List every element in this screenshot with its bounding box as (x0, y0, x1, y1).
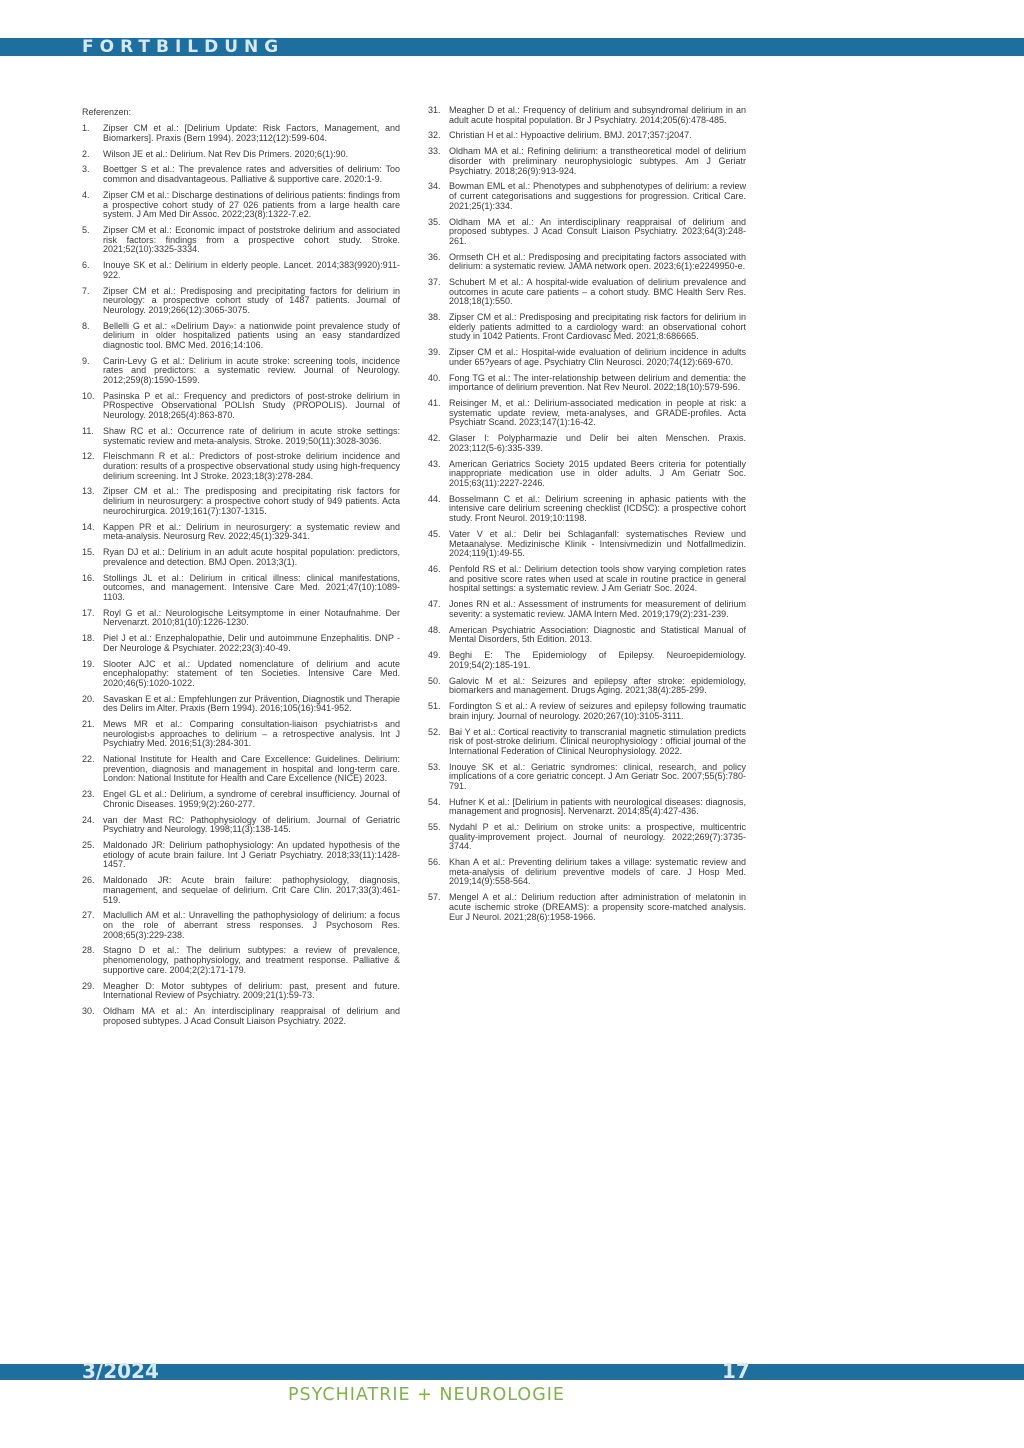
reference-number: 4. (82, 189, 90, 200)
reference-text: Beghi E: The Epidemiology of Epilepsy. Neuroepidemiology. 2019;54(2):185-191. (449, 650, 746, 670)
reference-text: Zipser CM et al.: Hospital-wide evaluation of delirium incidence in adults under 65?years of age. Psychiatry Clin Neurosci. 2020;74(12):669-670. (449, 347, 746, 367)
reference-number: 55. (428, 822, 441, 833)
reference-text: Vater V et al.: Delir bei Schlaganfall: systematisches Review und Metaanalyse. Medizinische Klinik - Intensivmedizin und Notfallmedizin. 2024;119(1):49-55. (449, 528, 746, 559)
reference-item (428, 348, 746, 367)
reference-item (82, 841, 400, 870)
reference-item (428, 600, 746, 619)
reference-number: 21. (82, 719, 95, 730)
reference-number: 26. (82, 875, 95, 886)
reference-number: 16. (82, 572, 95, 583)
reference-text: Galovic M et al.: Seizures and epilepsy after stroke: epidemiology, biomarkers and management. Drugs Aging. 2021;38(4):285-299. (449, 675, 746, 696)
reference-item (82, 357, 400, 386)
references-column-right (428, 106, 746, 928)
reference-item (82, 982, 400, 1001)
reference-text: Piel J et al.: Enzephalopathie, Delir und autoimmune Enzephalitis. DNP - Der Neurologe & Psychiater. 2022;23(3):40-49. (103, 633, 400, 653)
reference-item (82, 946, 400, 975)
reference-number: 43. (428, 458, 441, 469)
reference-text: Schubert M et al.: A hospital-wide evaluation of delirium prevalence and outcomes in acute care patients – a cohort study. BMC Health Serv Res. 2018;18(1):550. (449, 277, 746, 307)
reference-number: 20. (82, 693, 95, 704)
reference-text: Fleischmann R et al.: Predictors of post-stroke delirium incidence and duration: results of a prospective observational study using high-frequency delirium screening. Int J Stroke. 2023;18(3):278-284. (103, 451, 400, 481)
reference-text: American Geriatrics Society 2015 updated Beers criteria for potentially inappropriate medication use in older adults. J Am Geriatr Soc. 2015;63(11):2227-2246. (449, 458, 746, 488)
reference-item (428, 893, 746, 922)
reference-item (428, 218, 746, 247)
references-heading: Referenzen: (82, 107, 132, 117)
reference-number: 37. (428, 277, 441, 288)
reference-text: Ryan DJ et al.: Delirium in an adult acute hospital population: predictors, prevalence and detection. BMJ Open. 2013;3(1). (103, 547, 400, 567)
references-column-left (82, 108, 400, 1033)
issue-number: 3/2024 (82, 1359, 159, 1383)
reference-number: 36. (428, 251, 441, 262)
reference-number: 10. (82, 390, 95, 401)
reference-number: 5. (82, 225, 90, 236)
reference-item (82, 226, 400, 255)
reference-number: 22. (82, 754, 95, 765)
reference-text: Maldonado JR: Acute brain failure: pathophysiology, diagnosis, management, and sequelae of delirium. Crit Care Clin. 2017;33(3):461-519. (103, 875, 400, 905)
reference-text: Zipser CM et al.: Predisposing and precipitating factors for delirium in neurology: a prospective cohort study of 1487 patients. Journal of Neurology. 2019;266(12):3065-3075. (103, 285, 400, 315)
section-title: FORTBILDUNG (82, 37, 285, 57)
reference-item (428, 823, 746, 852)
reference-text: Boettger S et al.: The prevalence rates and adversities of delirium: Too common and disadvantageous. Palliative & supportive care. 2020:1-9. (103, 164, 400, 185)
reference-number: 38. (428, 312, 441, 323)
reference-text: Zipser CM et al.: The predisposing and precipitating risk factors for delirium in neurosurgery: a prospective cohort study of 949 patients. Acta neurochirurgica. 2019;161(7):1307-1315. (103, 486, 400, 516)
reference-number: 34. (428, 181, 441, 192)
reference-number: 56. (428, 857, 441, 868)
reference-item (82, 876, 400, 905)
reference-text: Bosselmann C et al.: Delirium screening in aphasic patients with the intensive care delirium screening checklist (ICDSC): a prospective cohort study. Front Neurol. 2019;10:1198. (449, 493, 746, 524)
reference-text: Meagher D et al.: Frequency of delirium and subsyndromal delirium in an adult acute hospital population. Br J Psychiatry. 2014;205(6):478-485. (449, 105, 746, 125)
reference-item (82, 695, 400, 714)
reference-text: Zipser CM et al.: Economic impact of poststroke delirium and associated risk factors: findings from a prospective cohort study. Stroke. 2021;52(10):3325-3334. (103, 225, 400, 255)
reference-text: Zipser CM et al.: Predisposing and precipitating risk factors for delirium in elderly patients admitted to a cardiology ward: an observational cohort study in 1042 Patients. Front Cardiovasc Med. 2021;8:686665. (449, 312, 746, 342)
reference-number: 49. (428, 650, 441, 661)
reference-number: 40. (428, 372, 441, 383)
reference-number: 44. (428, 493, 441, 504)
reference-number: 27. (82, 910, 95, 921)
reference-number: 33. (428, 146, 441, 157)
reference-item (428, 626, 746, 645)
reference-text: Wilson JE et al.: Delirium. Nat Rev Dis Primers. 2020;6(1):90. (103, 148, 349, 159)
reference-text: Fong TG et al.: The inter-relationship between delirium and dementia: the importance of delirium prevention. Nat Rev Neurol. 2022;18(10):579-596. (449, 372, 746, 393)
reference-item (82, 816, 400, 835)
reference-text: Reisinger M, et al.: Delirium-associated medication in people at risk: a systematic update review, meta-analyses, and GRADE-profiles. Acta Psychiatr Scand. 2023;147(1):16-42. (449, 398, 746, 428)
reference-number: 28. (82, 945, 95, 956)
reference-number: 41. (428, 398, 441, 409)
reference-item (428, 677, 746, 696)
reference-item (428, 278, 746, 307)
reference-number: 50. (428, 675, 441, 686)
reference-text: Oldham MA et al.: Refining delirium: a transtheoretical model of delirium disorder with preliminary neurophysiologic subtypes. Am J Geriatr Psychiatry. 2018;26(9):913-924. (449, 146, 746, 176)
reference-text: Bai Y et al.: Cortical reactivity to transcranial magnetic stimulation predicts risk of post-stroke delirium. Clinical neurophysiology : official journal of the International Federation of Clinical Neurophysiology. 2022. (449, 726, 746, 756)
reference-item (82, 150, 400, 160)
reference-item (82, 452, 400, 481)
reference-item (428, 763, 746, 792)
reference-text: Bellelli G et al.: «Delirium Day»: a nationwide point prevalence study of delirium in older hospitalized patients using an easy standardized diagnostic tool. BMC Med. 2016;14:106. (103, 320, 400, 350)
reference-text: Slooter AJC et al.: Updated nomenclature of delirium and acute encephalopathy: statement of ten Societies. Intensive Care Med. 2020;46(5):1020-1022. (103, 658, 400, 688)
reference-number: 53. (428, 761, 441, 772)
reference-number: 1. (82, 123, 90, 134)
reference-item (428, 495, 746, 524)
reference-number: 6. (82, 260, 90, 271)
reference-number: 8. (82, 320, 90, 331)
reference-item (82, 427, 400, 446)
reference-number: 57. (428, 892, 441, 903)
reference-number: 32. (428, 130, 441, 141)
reference-list-right (428, 106, 746, 922)
reference-item (428, 798, 746, 817)
reference-item (428, 530, 746, 559)
reference-text: Stollings JL et al.: Delirium in critical illness: clinical manifestations, outcomes, and management. Intensive Care Med. 2021;47(10):1089-1103. (103, 572, 400, 602)
reference-text: National Institute for Health and Care Excellence: Guidelines. Delirium: prevention, diagnosis and management in hospital and long-term care. London: National Institute for Health and Care Excellence (NICE) 2023. (103, 754, 400, 784)
reference-number: 31. (428, 105, 441, 115)
reference-item (428, 374, 746, 393)
reference-text: Shaw RC et al.: Occurrence rate of delirium in acute stroke settings: systematic review and meta-analysis. Stroke. 2019;50(11):3028-3036. (103, 425, 400, 446)
reference-item (82, 548, 400, 567)
reference-text: Inouye SK et al.: Delirium in elderly people. Lancet. 2014;383(9920):911-922. (103, 260, 400, 280)
reference-number: 13. (82, 486, 95, 497)
reference-number: 9. (82, 355, 90, 366)
reference-item (82, 574, 400, 603)
reference-item (428, 106, 746, 125)
reference-number: 42. (428, 433, 441, 444)
reference-item (428, 702, 746, 721)
reference-item (82, 191, 400, 220)
reference-text: Maclullich AM et al.: Unravelling the pathophysiology of delirium: a focus on the role of aberrant stress responses. J Psychosom Res. 2008;65(3):229-238. (103, 910, 400, 940)
reference-number: 12. (82, 451, 95, 462)
reference-number: 14. (82, 521, 95, 532)
reference-text: Jones RN et al.: Assessment of instruments for measurement of delirium severity: a systematic review. JAMA Intern Med. 2019;179(2):231-239. (449, 599, 746, 619)
reference-text: Oldham MA et al.: An interdisciplinary reappraisal of delirium and proposed subtypes. J Acad Consult Liaison Psychiatry. 2022. (103, 1006, 400, 1026)
reference-text: Carin-Levy G et al.: Delirium in acute stroke: screening tools, incidence rates and predictors: a systematic review. Journal of Neurology. 2012;259(8):1590-1599. (103, 355, 400, 385)
reference-number: 54. (428, 796, 441, 807)
reference-number: 2. (82, 148, 90, 159)
reference-text: Khan A et al.: Preventing delirium takes a village: systematic review and meta-analysis of delirium preventive models of care. J Hosp Med. 2019;14(9):558-564. (449, 857, 746, 887)
reference-text: Penfold RS et al.: Delirium detection tools show varying completion rates and positive score rates when used at scale in routine practice in general hospital settings: a systematic review. J Am Geriatr Soc. 2024. (449, 564, 746, 594)
reference-item (82, 392, 400, 421)
reference-item (82, 124, 400, 143)
reference-number: 29. (82, 980, 95, 991)
reference-text: Kappen PR et al.: Delirium in neurosurgery: a systematic review and meta-analysis. Neurosurg Rev. 2022;45(1):329-341. (103, 521, 400, 542)
reference-item (82, 634, 400, 653)
reference-item (82, 1007, 400, 1026)
reference-text: Bowman EML et al.: Phenotypes and subphenotypes of delirium: a review of current categorisations and suggestions for progression. Critical Care. 2021;25(1):334. (449, 181, 746, 211)
reference-item (82, 165, 400, 184)
reference-item (428, 460, 746, 489)
reference-item (82, 261, 400, 280)
reference-text: Savaskan E et al.: Empfehlungen zur Prävention, Diagnostik und Therapie des Delirs im Alter. Praxis (Bern 1994). 2016;105(16):941-952. (103, 693, 400, 714)
reference-number: 51. (428, 701, 441, 712)
reference-item (82, 755, 400, 784)
reference-item (428, 253, 746, 272)
reference-item (82, 720, 400, 749)
reference-number: 46. (428, 564, 441, 575)
reference-item (428, 728, 746, 757)
reference-number: 45. (428, 528, 441, 539)
reference-text: Zipser CM et al.: [Delirium Update: Risk Factors, Management, and Biomarkers]. Praxis (Bern 1994). 2023;112(12):599-604. (103, 123, 400, 143)
reference-item (82, 790, 400, 809)
reference-number: 52. (428, 726, 441, 737)
reference-number: 18. (82, 633, 95, 644)
reference-text: Maldonado JR: Delirium pathophysiology: An updated hypothesis of the etiology of acute brain failure. Int J Geriatr Psychiatry. 2018;33(11):1428-1457. (103, 840, 400, 870)
reference-item (82, 660, 400, 689)
reference-text: Meagher D: Motor subtypes of delirium: past, present and future. International Review of Psychiatry. 2009;21(1):59-73. (103, 980, 400, 1001)
reference-item (428, 434, 746, 453)
reference-text: Inouye SK et al.: Geriatric syndromes: clinical, research, and policy implications of a core geriatric concept. J Am Geriatr Soc. 2007;55(5):780-791. (449, 761, 746, 791)
reference-item (82, 322, 400, 351)
reference-number: 48. (428, 624, 441, 635)
reference-number: 15. (82, 547, 95, 558)
reference-item (428, 147, 746, 176)
reference-list-left (82, 124, 400, 1026)
reference-text: Stagno D et al.: The delirium subtypes: a review of prevalence, phenomenology, pathophysiology, and treatment response. Palliative & supportive care. 2004;2(2):171-179. (103, 945, 400, 975)
reference-item (428, 651, 746, 670)
reference-item (428, 131, 746, 141)
reference-text: Mews MR et al.: Comparing consultation-liaison psychiatrist›s and neurologist›s approaches to delirium – a retrospective analysis. Int J Psychiatry Med. 2016;51(3):284-301. (103, 719, 400, 749)
reference-number: 3. (82, 164, 90, 175)
reference-number: 30. (82, 1006, 95, 1017)
reference-item (82, 487, 400, 516)
reference-text: Glaser I: Polypharmazie und Delir bei alten Menschen. Praxis. 2023;112(5-6):335-339. (449, 433, 746, 453)
reference-number: 39. (428, 347, 441, 358)
reference-text: Hufner K et al.: [Delirium in patients with neurological diseases: diagnosis, management and prognosis]. Nervenarzt. 2014;85(4):427-436. (449, 796, 746, 817)
reference-text: Oldham MA et al.: An interdisciplinary reappraisal of delirium and proposed subtypes. J Acad Consult Liaison Psychiatry. 2023;64(3):248-261. (449, 216, 746, 246)
reference-text: Engel GL et al.: Delirium, a syndrome of cerebral insufficiency. Journal of Chronic Diseases. 1959;9(2):260-277. (103, 789, 400, 809)
reference-text: Royl G et al.: Neurologische Leitsymptome in einer Notaufnahme. Der Nervenarzt. 2010;81(10):1226-1230. (103, 607, 400, 628)
reference-number: 17. (82, 607, 95, 618)
reference-text: Nydahl P et al.: Delirium on stroke units: a prospective, multicentric quality-improvement project. Journal of neurology. 2022;269(7):3735-3744. (449, 822, 746, 852)
reference-number: 7. (82, 285, 90, 296)
reference-text: van der Mast RC: Pathophysiology of delirium. Journal of Geriatric Psychiatry and Neurology. 1998;11(3):138-145. (103, 814, 400, 835)
reference-item (82, 287, 400, 316)
reference-item (82, 911, 400, 940)
reference-number: 19. (82, 658, 95, 669)
page-number: 17 (722, 1359, 750, 1383)
reference-item (428, 858, 746, 887)
reference-number: 47. (428, 599, 441, 610)
reference-number: 35. (428, 216, 441, 227)
reference-item (428, 182, 746, 211)
reference-number: 25. (82, 840, 95, 851)
reference-text: Mengel A et al.: Delirium reduction after administration of melatonin in acute ischemic stroke (DREAMS): a propensity score-matched analysis. Eur J Neurol. 2021;28(6):1958-1966. (449, 892, 746, 922)
reference-number: 23. (82, 789, 95, 800)
reference-text: Zipser CM et al.: Discharge destinations of delirious patients: findings from a prospective cohort study of 27 026 patients from a large health care system. J Am Med Dir Assoc. 2022;23(8):1322-7.e2. (103, 189, 400, 220)
reference-number: 11. (82, 425, 94, 436)
reference-number: 24. (82, 814, 95, 825)
reference-item (428, 399, 746, 428)
reference-text: Ormseth CH et al.: Predisposing and precipitating factors associated with delirium: a systematic review. JAMA network open. 2023;6(1):e2249950-e. (449, 251, 746, 272)
journal-name: PSYCHIATRIE + NEUROLOGIE (288, 1385, 565, 1405)
reference-item (428, 565, 746, 594)
reference-item (82, 523, 400, 542)
reference-text: Fordington S et al.: A review of seizures and epilepsy following traumatic brain injury. Journal of neurology. 2020;267(10):3105-3111. (449, 701, 746, 721)
reference-text: American Psychiatric Association: Diagnostic and Statistical Manual of Mental Disorders, 5th Edition. 2013. (449, 624, 746, 645)
reference-item (428, 313, 746, 342)
reference-item (82, 609, 400, 628)
reference-text: Christian H et al.: Hypoactive delirium. BMJ. 2017;357:j2047. (449, 130, 692, 141)
reference-text: Pasinska P et al.: Frequency and predictors of post-stroke delirium in PRospective Observational POLIsh Study (PROPOLIS). Journal of Neurology. 2018;265(4):863-870. (103, 390, 400, 421)
